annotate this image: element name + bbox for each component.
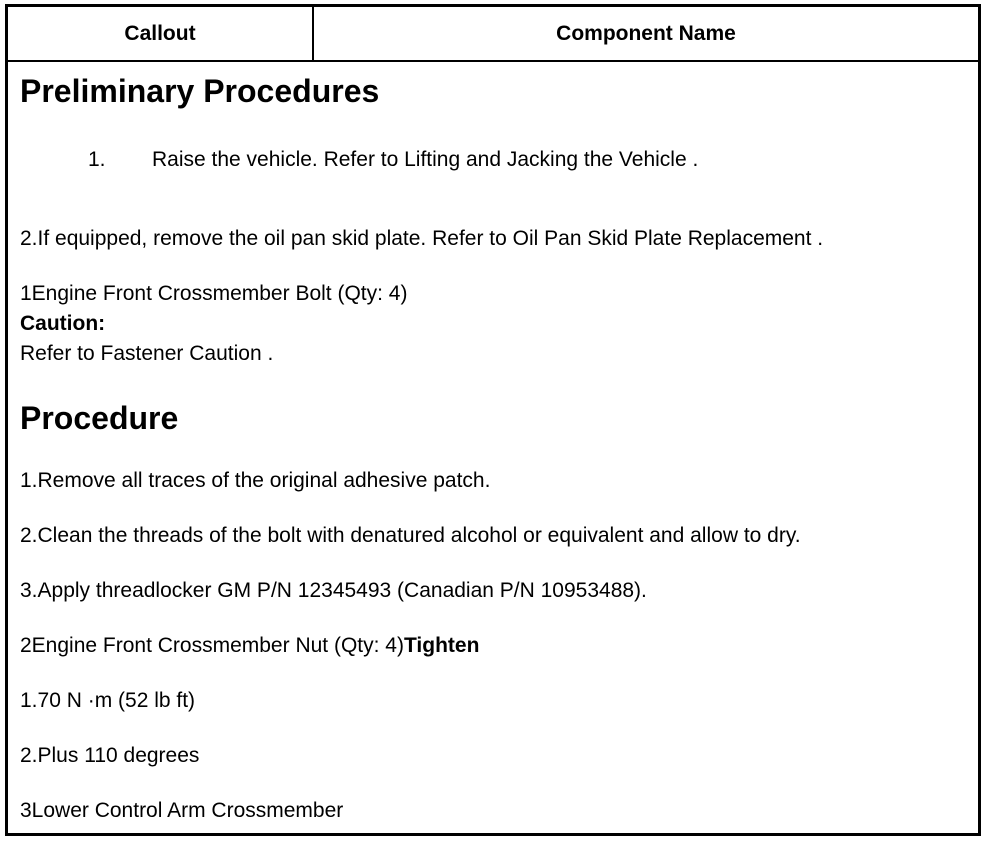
preliminary-step1-number: 1. [88, 148, 106, 171]
item3-component: 3Lower Control Arm Crossmember [20, 799, 344, 822]
item2-text: 2Engine Front Crossmember Nut (Qty: 4) [20, 634, 404, 657]
caution-text: Refer to Fastener Caution . [20, 342, 274, 365]
procedure-step-1: 1.Remove all traces of the original adhesive patch. [20, 469, 491, 492]
item1-component: 1Engine Front Crossmember Bolt (Qty: 4) [20, 282, 408, 305]
procedure-step-3: 3.Apply threadlocker GM P/N 12345493 (Canadian P/N 10953488). [20, 579, 647, 602]
item2-component [20, 634, 479, 658]
table-header [8, 7, 978, 62]
preliminary-procedures-heading: Preliminary Procedures [20, 73, 380, 109]
component-name-header: Component Name [556, 21, 736, 45]
torque-step-2: 2.Plus 110 degrees [20, 744, 200, 767]
tighten-label: Tighten [403, 634, 480, 657]
callout-header: Callout [8, 7, 314, 60]
procedure-table [5, 4, 981, 836]
caution-label: Caution: [20, 312, 106, 335]
procedure-step-2: 2.Clean the threads of the bolt with denatured alcohol or equivalent and allow to dry. [20, 524, 801, 547]
procedure-heading: Procedure [20, 400, 179, 436]
preliminary-step1-text: Raise the vehicle. Refer to Lifting and Jacking the Vehicle . [152, 148, 699, 171]
torque-step-1: 1.70 N ·m (52 lb ft) [20, 689, 196, 712]
preliminary-step2: 2.If equipped, remove the oil pan skid plate. Refer to Oil Pan Skid Plate Replacement . [20, 227, 824, 250]
